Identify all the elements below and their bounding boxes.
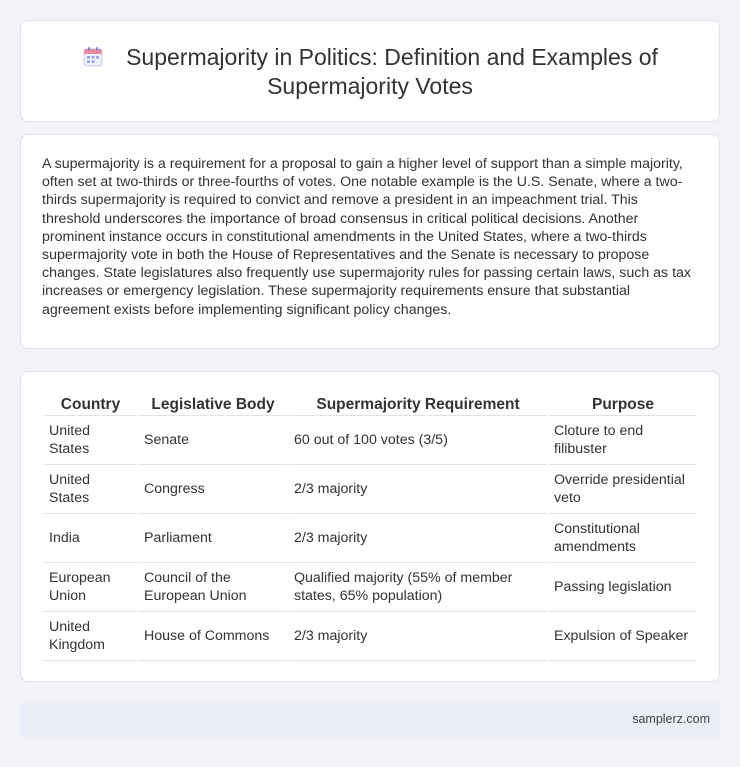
column-header-legislative-body: Legislative Body: [139, 390, 287, 416]
cell-purpose: Passing legislation: [549, 563, 697, 612]
cell-country: European Union: [44, 563, 137, 612]
footer: [20, 703, 720, 737]
cell-purpose: Override presidential veto: [549, 465, 697, 514]
table-row: [44, 465, 697, 514]
table-row: [44, 563, 697, 612]
cell-country: United States: [44, 416, 137, 465]
column-header-purpose: Purpose: [549, 390, 697, 416]
cell-country: United Kingdom: [44, 612, 137, 661]
cell-legislative-body: Parliament: [139, 514, 287, 563]
cell-legislative-body: Congress: [139, 465, 287, 514]
column-header-requirement: Supermajority Requirement: [289, 390, 547, 416]
cell-requirement: Qualified majority (55% of member states, 65% population): [289, 563, 547, 612]
footer-site-link[interactable]: samplerz.com: [632, 712, 710, 726]
intro-paragraph: A supermajority is a requirement for a proposal to gain a higher level of support than a simple majority, often set at two-thirds or three-fourths of votes. One notable example is the U.S. Senate, where a two-thirds supermajority is required to convict and remove a president in an impeachment trial. This threshold underscores the importance of broad consensus in critical political decisions. Another prominent instance occurs in constitutional amendments in the United States, where a two-thirds supermajority vote in both the House of Representatives and the Senate is necessary to propose changes. State legislatures also frequently use supermajority rules for passing certain laws, such as tax increases or emergency legislation. These supermajority requirements ensure that substantial agreement exists before implementing significant policy changes.: [42, 156, 692, 318]
calendar-icon: [82, 46, 104, 68]
page-title-text: Supermajority in Politics: Definition and Examples of Supermajority Votes: [126, 44, 658, 99]
cell-purpose: Constitutional amendments: [549, 514, 697, 563]
cell-legislative-body: Senate: [139, 416, 287, 465]
table-row: [44, 612, 697, 661]
cell-requirement: 2/3 majority: [289, 514, 547, 563]
cell-legislative-body: House of Commons: [139, 612, 287, 661]
cell-legislative-body: Council of the European Union: [139, 563, 287, 612]
table-card: [20, 371, 720, 682]
cell-purpose: Cloture to end filibuster: [549, 416, 697, 465]
cell-purpose: Expulsion of Speaker: [549, 612, 697, 661]
table-header-row: [44, 390, 697, 416]
cell-country: United States: [44, 465, 137, 514]
cell-requirement: 60 out of 100 votes (3/5): [289, 416, 547, 465]
page-title: [61, 43, 679, 101]
title-card: [20, 20, 720, 122]
supermajority-table: [42, 390, 699, 661]
cell-requirement: 2/3 majority: [289, 612, 547, 661]
table-row: [44, 416, 697, 465]
intro-card: [20, 134, 720, 349]
cell-country: India: [44, 514, 137, 563]
column-header-country: Country: [44, 390, 137, 416]
table-row: [44, 514, 697, 563]
cell-requirement: 2/3 majority: [289, 465, 547, 514]
